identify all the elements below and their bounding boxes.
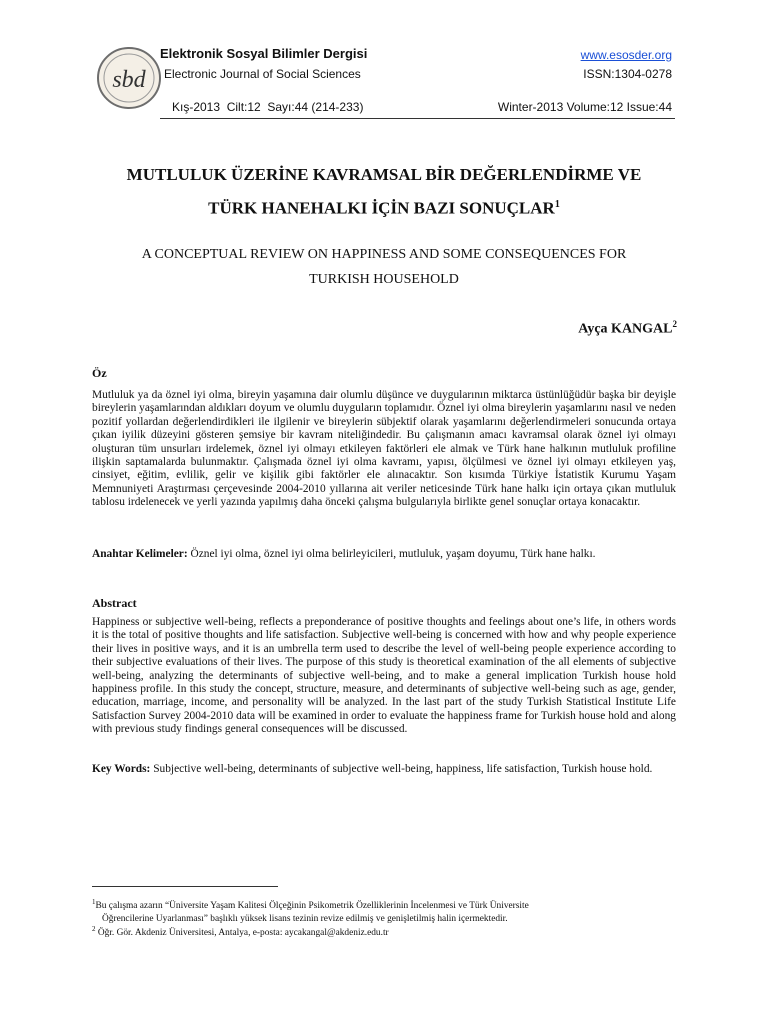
journal-title-en: Electronic Journal of Social Sciences (164, 67, 361, 81)
author-text: Ayça KANGAL (578, 321, 673, 337)
title-tr-line-2 (90, 190, 678, 224)
title-english (90, 242, 678, 292)
footnote-1 (92, 896, 676, 926)
footnote-2 (92, 923, 676, 940)
abstract-keywords-label: Key Words: (92, 763, 151, 775)
header-divider (160, 118, 675, 119)
abstract-text: Happiness or subjective well-being, reflects a preponderance of positive thoughts and feelings about one’s life, in others words it is the total of positive thoughts and life satisfaction. Subjective well-being is concerned with how and why people experience their lives in positive ways, and it is an umbrella term used to describe the level of well-being people experience according to their subjective evaluations of their lives. The purpose of this study is theoretical examination of the all elements of subjective well-being, analyzing the determinants of subjective well-being, and to make a general implication Turkish house hold happiness profile. In this study the concept, structure, measure, and determinants of subjective well-being such as age, gender, education, marriage, income, and personality will be analyzed. In the last part of the study Turkish Statistical Institute Life Satisfaction Survey 2004-2010 data will be examined in order to evaluate the happiness frame for Turkish house hold and along with previous study findings general consequences will be discussed. (92, 616, 676, 736)
journal-logo (95, 44, 163, 112)
title-en-line-1: A CONCEPTUAL REVIEW ON HAPPINESS AND SOME CONSEQUENCES FOR (141, 247, 627, 262)
footnote-divider (92, 886, 278, 887)
footnote-1-line-1: Bu çalışma azarın “Üniversite Yaşam Kalitesi Ölçeğinin Psikometrik Özelliklerinin İncelenmesi ve Türk Üniversite (95, 901, 529, 912)
footnote-1-line-2: Öğrencilerine Uyarlanması” başlıklı yüksek lisans tezinin revize edilmiş ve genişletilmiş halin içermektedir. (102, 914, 508, 925)
title-turkish (90, 160, 678, 224)
journal-title-tr: Elektronik Sosyal Bilimler Dergisi (160, 46, 368, 61)
title-en-line-2: TURKISH HOUSEHOLD (309, 272, 459, 287)
abstract-keywords-text: Subjective well-being, determinants of subjective well-being, happiness, life satisfaction, Turkish house hold. (153, 763, 653, 775)
issue-info-en: Winter-2013 Volume:12 Issue:44 (497, 100, 672, 114)
journal-url-link[interactable]: www.esosder.org (580, 48, 672, 62)
oz-keywords-text: Öznel iyi olma, öznel iyi olma belirleyicileri, mutluluk, yaşam doyumu, Türk hane halkı. (190, 548, 596, 560)
oz-keywords-label: Anahtar Kelimeler: (92, 548, 188, 560)
abstract-keywords (92, 763, 676, 776)
abstract-heading: Abstract (92, 596, 137, 610)
author-name (578, 319, 677, 338)
issue-info-tr: Kış-2013 Cilt:12 Sayı:44 (214-233) (172, 100, 364, 114)
footnote-1-mark: 1 (92, 898, 96, 906)
logo-text: sbd (112, 67, 146, 93)
footnote-2-mark: 2 (92, 925, 96, 933)
title-tr-line-2-text: TÜRK HANEHALKI İÇİN BAZI SONUÇLAR (208, 198, 555, 218)
oz-text: Mutluluk ya da öznel iyi olma, bireyin yaşamına dair olumlu düşünce ve duygularının miktarca üstünlüğüdür başka bir deyişle bireylerin yaşamlarından aldıkları doyum ve olumlu duyguların toplamıdır. Öznel iyi olma bireylerin yaşamlarını nasıl ve neden pozitif yollardan değerlendirdikleri ile ilgilenir ve bireylerin sübjektif olarak yaşamlarını değerlendirmeleri sonucunda ortaya çıkan iyilik düzeyini gösteren şemsiye bir kavram niteliğindedir. Bu çalışmanın amacı kavramsal olarak öznel iyi olmayı oluşturan tüm unsurları irdelemek, öznel iyi olmayı etkileyen faktörleri ele almak ve Türk hane halkının mutluluk profiline ilişkin saptamalarda bulunmaktır. Çalışmada öznel iyi olma kavramı, yapısı, ölçülmesi ve öznel iyi olmayı etkileyen yaş, cinsiyet, eğitim, evlilik, gelir ve kişilik gibi faktörler ele alınacaktır. Son kısımda Türkiye İstatistik Kurumu Yaşam Memnuniyeti Araştırması çerçevesinde 2004-2010 yıllarına ait veriler neticesinde Türk hane halkı için ortaya çıkan mutluluk tablosu irdelenecek ve yerli yazında yapılmış daha önceki çalışma bulgularıyla birlikte genel sonuçlar ortaya konacaktır. (92, 389, 676, 509)
oz-keywords (92, 548, 676, 561)
title-footnote-mark[interactable]: 1 (554, 199, 560, 210)
title-tr-line-1: MUTLULUK ÜZERİNE KAVRAMSAL BİR DEĞERLENDİRME VE (126, 165, 642, 184)
issn: ISSN:1304-0278 (583, 67, 672, 81)
footnote-2-text: Öğr. Gör. Akdeniz Üniversitesi, Antalya, e-posta: aycakangal@akdeniz.edu.tr (95, 928, 389, 939)
author-footnote-mark[interactable]: 2 (672, 319, 677, 329)
oz-heading: Öz (92, 366, 107, 380)
